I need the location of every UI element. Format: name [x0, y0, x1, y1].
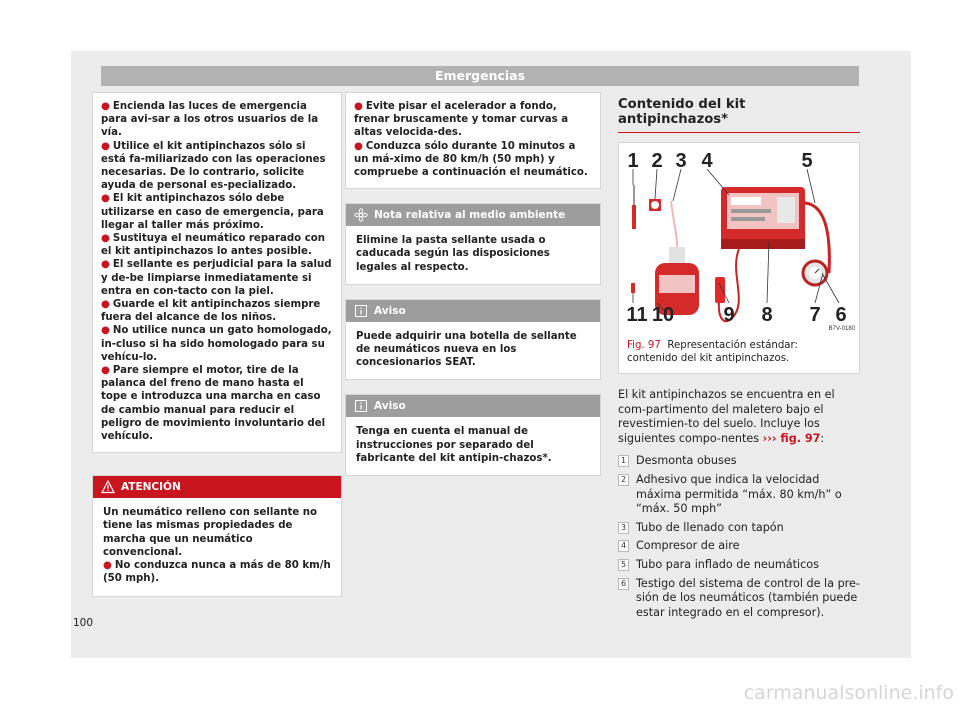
figure-code: B7V-0180	[828, 326, 855, 332]
bullet-icon: ●	[354, 140, 363, 152]
callout-6: 6	[835, 304, 847, 326]
callout-5: 5	[801, 150, 813, 172]
page-number: 100	[73, 617, 94, 629]
driving-bullets	[345, 92, 601, 189]
bullet-icon: ●	[101, 140, 110, 152]
bullet-icon: ●	[103, 560, 112, 572]
warning-header: ATENCIÓN	[93, 476, 341, 498]
aviso-header: Aviso	[346, 395, 600, 417]
flower-icon	[354, 208, 368, 222]
environment-notice: Nota relativa al medio ambiente Elimine la pasta sellante usada o caducada según las disposiciones legales al respecto.	[345, 203, 601, 285]
aviso-header: Aviso	[346, 300, 600, 322]
bullet-icon: ●	[101, 299, 110, 311]
section-title: Contenido del kit antipinchazos*	[618, 97, 860, 133]
bullet-icon: ●	[101, 233, 110, 245]
callout-7: 7	[809, 304, 821, 326]
list-item: ● Sustituya el neumático reparado con el kit antipinchazos lo antes posible.	[101, 233, 326, 258]
info-icon	[354, 304, 368, 318]
intro-text: El kit antipinchazos se encuentra en el com-partimento del maletero bajo el revestimien-to del suelo. Incluye los siguientes compo-nentes ››› fig. 97:	[618, 388, 835, 445]
bullet-icon: ●	[101, 365, 110, 377]
list-item: ● No utilice nunca un gato homologado, in-cluso si ha sido homologado para su vehícu-lo.	[101, 325, 332, 363]
callout-11: 11	[626, 304, 648, 326]
list-item: ● Utilice el kit antipinchazos sólo si está fa-miliarizado con las operaciones necesarias. De lo contrario, solicite ayuda de personal es-pecializado.	[101, 140, 326, 192]
callout-1: 1	[627, 150, 639, 172]
list-item: ● El kit antipinchazos sólo debe utilizarse en caso de emergencia, para llegar al taller más próximo.	[101, 193, 324, 231]
list-item: ● Evite pisar el acelerador a fondo, frenar bruscamente y tomar curvas a altas velocida-des.	[354, 101, 569, 139]
list-item: 6 Testigo del sistema de control de la pre-sión de los neumáticos (también puede estar integrado en el compresor).	[618, 577, 860, 621]
environment-header: Nota relativa al medio ambiente	[346, 204, 600, 226]
callout-8: 8	[761, 304, 773, 326]
list-item: ● No conduzca nunca a más de 80 km/h (50 mph).	[103, 560, 331, 585]
figure-link[interactable]: ››› fig. 97	[762, 431, 821, 445]
callout-4: 4	[701, 150, 713, 172]
callout-2: 2	[651, 150, 663, 172]
list-item: ● Pare siempre el motor, tire de la palanca del freno de mano hasta el tope e introduzca una marcha en caso de cambio manual para reducir el peligro de movimiento involuntario del vehículo.	[101, 365, 326, 443]
callout-3: 3	[675, 150, 687, 172]
bullet-icon: ●	[101, 101, 110, 112]
list-item: ● El sellante es perjudicial para la salud y de-be limpiarse inmediatamente si entra en con-tacto con la piel.	[101, 259, 332, 297]
bullet-icon: ●	[101, 259, 110, 271]
safety-bullets	[92, 92, 342, 453]
bullet-icon: ●	[101, 193, 110, 205]
page-header: Emergencias	[101, 66, 859, 86]
warning-triangle-icon	[101, 480, 115, 494]
aviso-notice-2: Aviso Tenga en cuenta el manual de instrucciones por separado del fabricante del kit antipin-chazos*.	[345, 394, 601, 476]
column-1	[92, 92, 342, 597]
warning-notice	[92, 475, 342, 596]
watermark: carmanualsonline.info	[743, 682, 954, 704]
info-icon	[354, 399, 368, 413]
callout-9: 9	[723, 304, 735, 326]
figure-97	[618, 142, 860, 374]
list-item: 3 Tubo de llenado con tapón	[618, 521, 860, 536]
list-item: 4 Compresor de aire	[618, 539, 860, 554]
component-list	[618, 454, 860, 620]
valve-remover	[632, 205, 636, 229]
aviso-notice-1: Aviso Puede adquirir una botella de sellante de neumáticos nueva en los concesionarios SEAT.	[345, 299, 601, 381]
kit-illustration	[619, 143, 859, 333]
list-item: ● Encienda las luces de emergencia para avi-sar a los otros usuarios de la vía.	[101, 101, 319, 139]
bullet-icon: ●	[354, 101, 363, 112]
list-item: ● Guarde el kit antipinchazos siempre fuera del alcance de los niños.	[101, 299, 321, 324]
column-2	[345, 92, 601, 476]
list-item: 2 Adhesivo que indica la velocidad máxima permitida “máx. 80 km/h” o “máx. 50 mph”	[618, 473, 860, 517]
list-item: ● Conduzca sólo durante 10 minutos a un má-ximo de 80 km/h (50 mph) y compruebe a continuación el neumático.	[354, 140, 588, 179]
bullet-icon: ●	[101, 325, 110, 337]
warning-body: Un neumático relleno con sellante no tiene las mismas propiedades de marcha que un neumático convencional. ● No conduzca nunca a más de 80 km/h (50 mph).	[103, 507, 331, 585]
column-3	[618, 97, 860, 624]
power-plug	[715, 277, 725, 303]
callout-10: 10	[651, 304, 675, 326]
list-item: 5 Tubo para inflado de neumáticos	[618, 558, 860, 573]
figure-caption: Fig. 97 Representación estándar: contenido del kit antipinchazos.	[627, 340, 798, 364]
spare-valve	[631, 283, 635, 293]
list-item: 1 Desmonta obuses	[618, 454, 860, 469]
